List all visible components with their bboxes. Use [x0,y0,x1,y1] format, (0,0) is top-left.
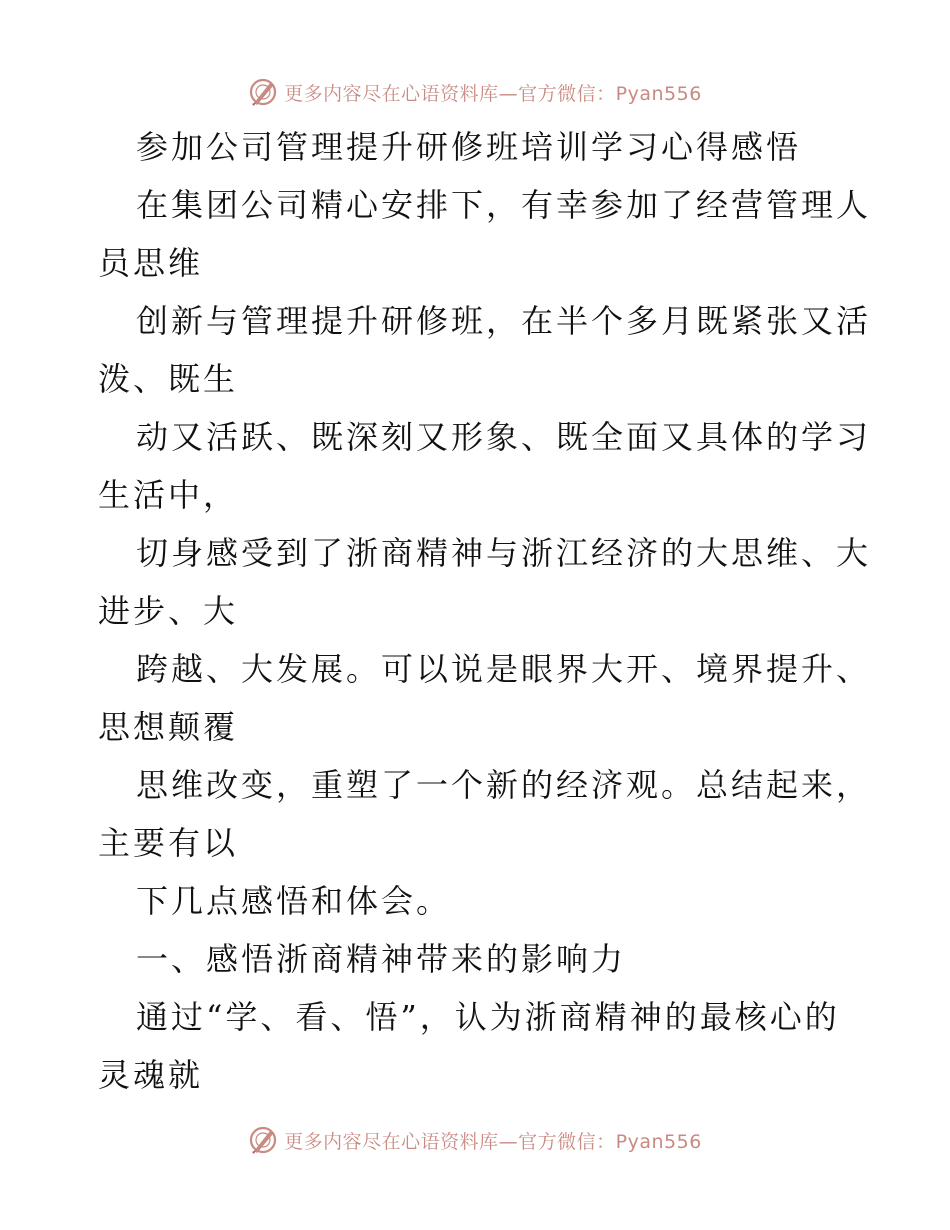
text-line: 员思维 [98,244,204,282]
text-line: 主要有以 [98,824,239,862]
text-line: 一、感悟浙商精神带来的影响力 [136,940,627,978]
text-line: 下几点感悟和体会。 [136,882,452,920]
pen-logo-icon [248,1125,278,1155]
text-line: 进步、大 [98,592,239,630]
text-line: 创新与管理提升研修班，在半个多月既紧张又活 [136,302,872,340]
footer-watermark [0,1120,950,1160]
text-line: 跨越、大发展。可以说是眼界大开、境界提升、 [136,650,872,688]
text-line: 思维改变，重塑了一个新的经济观。总结起来， [136,766,872,804]
header-watermark [0,72,950,112]
watermark-text: 更多内容尽在心语资料库—官方微信：Pyan556 [284,82,702,105]
text-line: 生活中， [98,476,239,514]
pen-logo-icon [248,77,278,107]
text-line: 思想颠覆 [98,708,239,746]
text-line: 在集团公司精心安排下，有幸参加了经营管理人 [136,186,872,224]
text-line: 动又活跃、既深刻又形象、既全面又具体的学习 [136,418,872,456]
text-line: 泼、既生 [98,360,239,398]
watermark-text: 更多内容尽在心语资料库—官方微信：Pyan556 [284,1130,702,1153]
text-line: 通过“学、看、悟”，认为浙商精神的最核心的 [136,998,840,1036]
text-line: 切身感受到了浙商精神与浙江经济的大思维、大 [136,534,872,572]
text-line: 灵魂就 [98,1056,204,1094]
document-body [98,118,872,1104]
text-line: 参加公司管理提升研修班培训学习心得感悟 [136,128,802,166]
